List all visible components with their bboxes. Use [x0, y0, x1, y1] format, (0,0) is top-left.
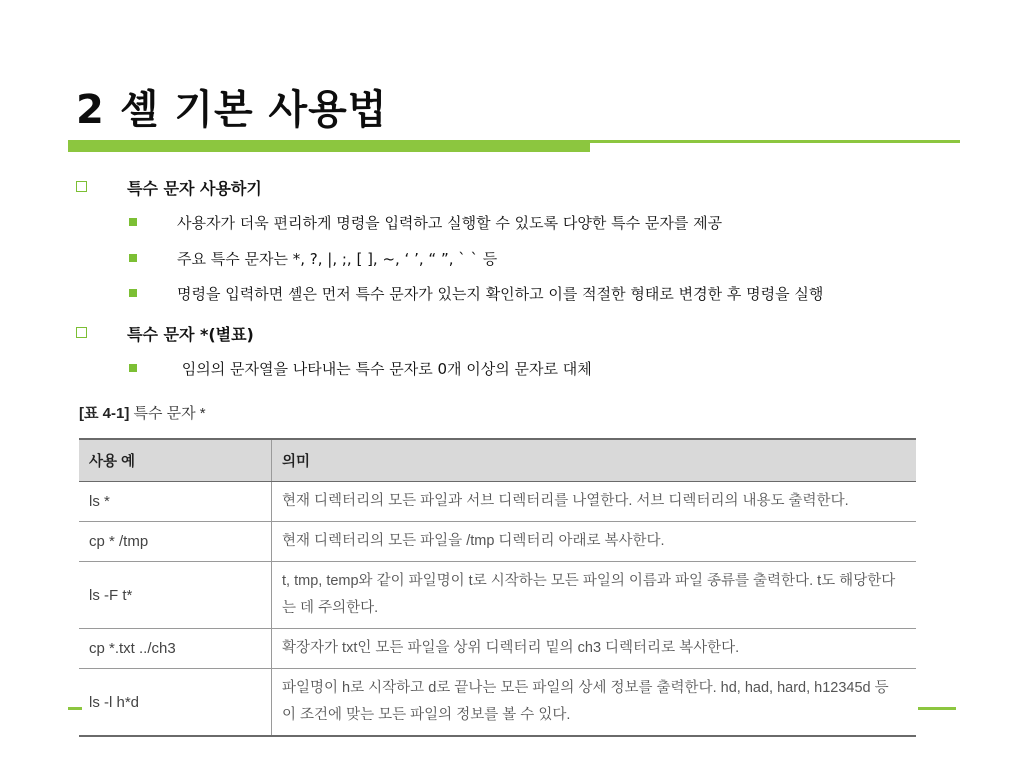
table-row [79, 629, 916, 669]
square-bullet-icon [76, 181, 87, 192]
table-cell-usage: ls * [79, 482, 272, 522]
table-cell-meaning: 확장자가 txt인 모든 파일을 상위 디렉터리 밑의 ch3 디렉터리로 복사한다. [272, 629, 917, 669]
slide-title: 2 셸 기본 사용법 [76, 87, 388, 133]
table-row [79, 522, 916, 562]
table-cell-meaning: 파일명이 h로 시작하고 d로 끝나는 모든 파일의 상세 정보를 출력한다. hd, had, hard, h12345d 등 이 조건에 맞는 모든 파일의 정보를 볼 수 있다. [272, 669, 917, 737]
section-1-item-3: 명령을 입력하면 셸은 먼저 특수 문자가 있는지 확인하고 이를 적절한 형태로 변경한 후 명령을 실행 [177, 285, 824, 303]
section-heading-2: 특수 문자 *(별표) [127, 325, 254, 344]
square-bullet-icon [76, 327, 87, 338]
column-header-meaning: 의미 [272, 439, 917, 482]
table-cell-usage: cp * /tmp [79, 522, 272, 562]
section-2-item-1: 임의의 문자열을 나타내는 특수 문자로 0개 이상의 문자로 대체 [177, 360, 592, 378]
table-cell-meaning: 현재 디렉터리의 모든 파일을 /tmp 디렉터리 아래로 복사한다. [272, 522, 917, 562]
table-row [79, 669, 916, 737]
table-caption [79, 402, 206, 423]
table-cell-usage: ls -F t* [79, 562, 272, 629]
section-heading-1: 특수 문자 사용하기 [127, 179, 262, 198]
filled-square-bullet-icon [129, 218, 137, 226]
table-cell-usage: cp *.txt ../ch3 [79, 629, 272, 669]
table-cell-meaning: t, tmp, temp와 같이 파일명이 t로 시작하는 모든 파일의 이름과 파일 종류를 출력한다. t도 해당한다는 데 주의한다. [272, 562, 917, 629]
table-cell-meaning: 현재 디렉터리의 모든 파일과 서브 디렉터리를 나열한다. 서브 디렉터리의 내용도 출력한다. [272, 482, 917, 522]
filled-square-bullet-icon [129, 364, 137, 372]
filled-square-bullet-icon [129, 254, 137, 262]
section-1-item-2: 주요 특수 문자는 *, ?, |, ;, [ ], ~, ‘ ’, “ ”, ` ` 등 [177, 250, 498, 268]
footer-accent-right [918, 707, 956, 710]
table-cell-usage: ls -l h*d [79, 669, 272, 737]
table-caption-label: [표 4-1] [79, 405, 130, 422]
table-caption-text: 특수 문자 * [133, 405, 206, 422]
table-row [79, 482, 916, 522]
table-header-row [79, 439, 916, 482]
section-1-item-1: 사용자가 더욱 편리하게 명령을 입력하고 실행할 수 있도록 다양한 특수 문자를 제공 [177, 214, 723, 232]
title-underline-thick [68, 143, 590, 152]
special-char-table [79, 438, 916, 737]
filled-square-bullet-icon [129, 289, 137, 297]
table-row [79, 562, 916, 629]
column-header-usage: 사용 예 [79, 439, 272, 482]
